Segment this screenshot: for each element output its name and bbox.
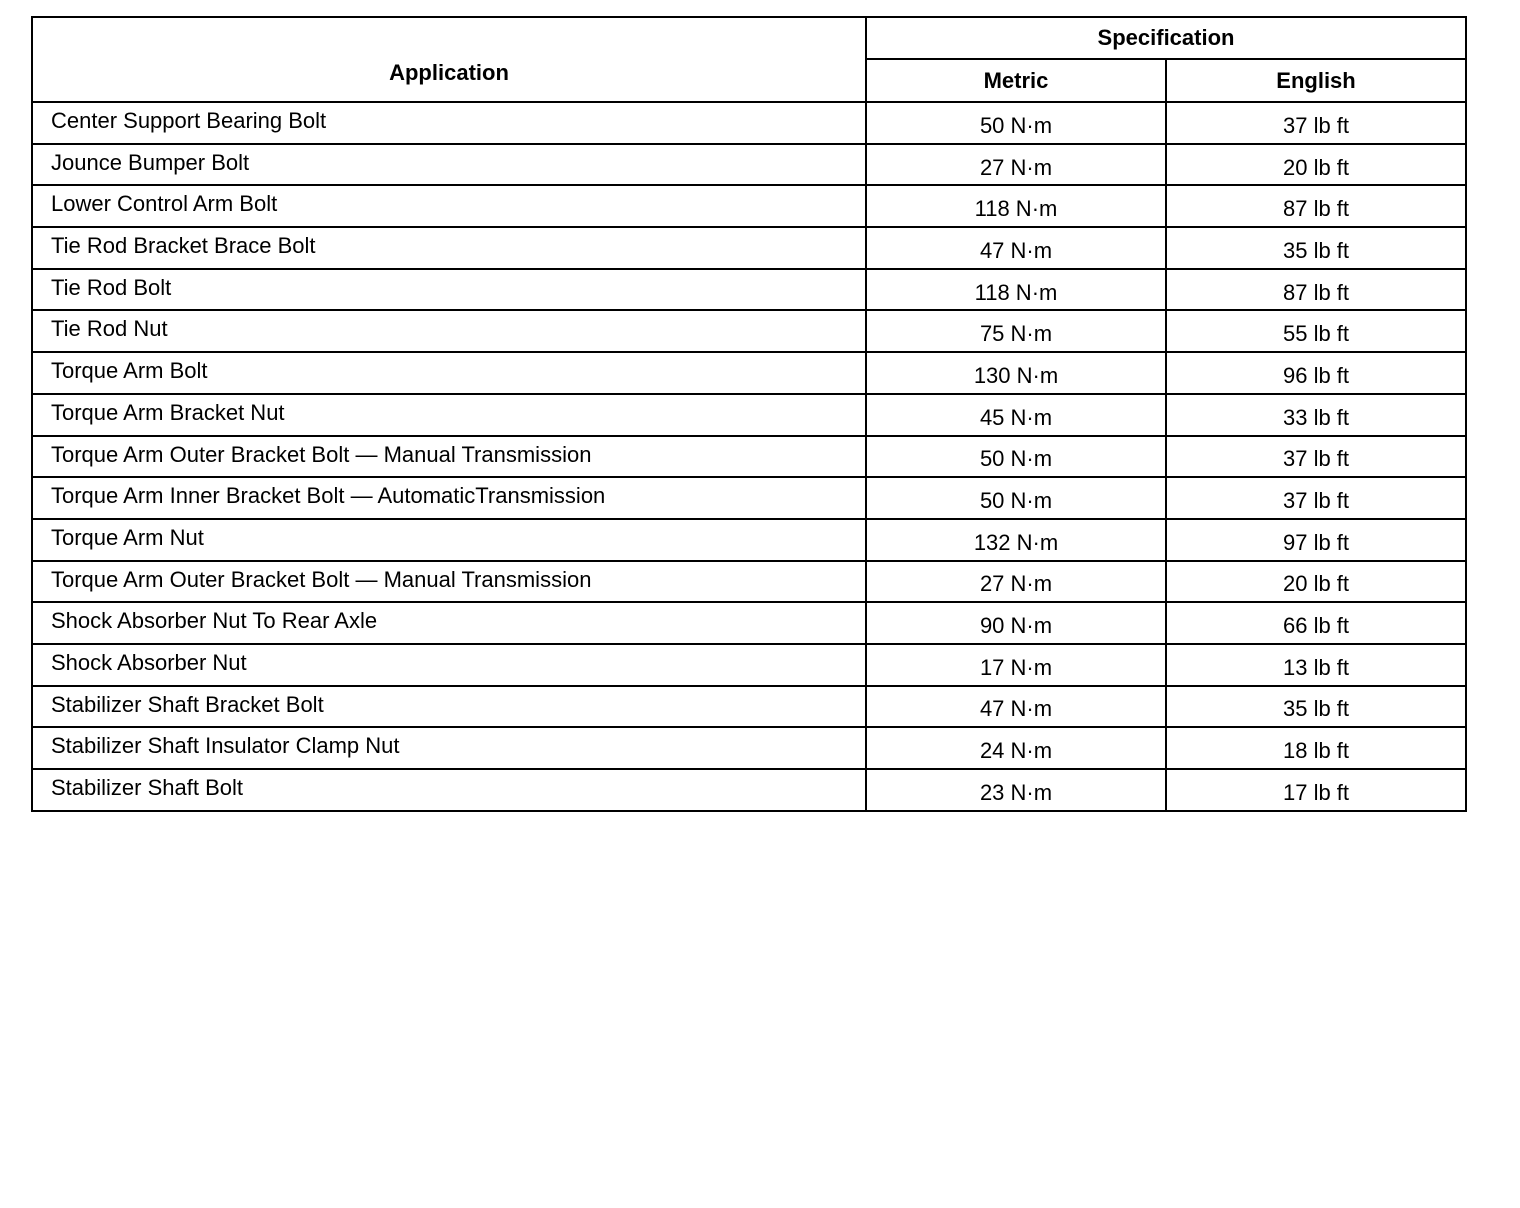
- metric-value-cell: 50 N·m: [866, 477, 1166, 519]
- table-row: [32, 436, 1466, 478]
- application-cell: Torque Arm Outer Bracket Bolt — Manual Transmission: [32, 561, 866, 603]
- table-row: [32, 602, 1466, 644]
- table-row: [32, 477, 1466, 519]
- english-value-cell: 87 lb ft: [1166, 269, 1466, 311]
- english-value-cell: 37 lb ft: [1166, 436, 1466, 478]
- english-value-cell: 20 lb ft: [1166, 561, 1466, 603]
- metric-value-cell: 47 N·m: [866, 227, 1166, 269]
- application-cell: Shock Absorber Nut To Rear Axle: [32, 602, 866, 644]
- metric-value-cell: 24 N·m: [866, 727, 1166, 769]
- table-row: [32, 561, 1466, 603]
- english-value-cell: 96 lb ft: [1166, 352, 1466, 394]
- application-cell: Shock Absorber Nut: [32, 644, 866, 686]
- application-cell: Tie Rod Bolt: [32, 269, 866, 311]
- metric-value-cell: 132 N·m: [866, 519, 1166, 561]
- header-application: Application: [32, 17, 866, 102]
- metric-value-cell: 27 N·m: [866, 561, 1166, 603]
- application-cell: Jounce Bumper Bolt: [32, 144, 866, 186]
- table-row: [32, 394, 1466, 436]
- table-row: [32, 686, 1466, 728]
- application-cell: Torque Arm Bracket Nut: [32, 394, 866, 436]
- table-row: [32, 269, 1466, 311]
- english-value-cell: 18 lb ft: [1166, 727, 1466, 769]
- metric-value-cell: 47 N·m: [866, 686, 1166, 728]
- header-english: English: [1166, 59, 1466, 102]
- table-row: [32, 769, 1466, 811]
- english-value-cell: 17 lb ft: [1166, 769, 1466, 811]
- english-value-cell: 20 lb ft: [1166, 144, 1466, 186]
- english-value-cell: 87 lb ft: [1166, 185, 1466, 227]
- header-row-top: [32, 17, 1466, 59]
- metric-value-cell: 27 N·m: [866, 144, 1166, 186]
- metric-value-cell: 45 N·m: [866, 394, 1166, 436]
- metric-value-cell: 118 N·m: [866, 185, 1166, 227]
- application-cell: Torque Arm Nut: [32, 519, 866, 561]
- english-value-cell: 55 lb ft: [1166, 310, 1466, 352]
- metric-value-cell: 130 N·m: [866, 352, 1166, 394]
- table-header: [32, 17, 1466, 102]
- metric-value-cell: 90 N·m: [866, 602, 1166, 644]
- application-cell: Stabilizer Shaft Bracket Bolt: [32, 686, 866, 728]
- table-row: [32, 185, 1466, 227]
- metric-value-cell: 75 N·m: [866, 310, 1166, 352]
- application-cell: Lower Control Arm Bolt: [32, 185, 866, 227]
- english-value-cell: 35 lb ft: [1166, 227, 1466, 269]
- english-value-cell: 33 lb ft: [1166, 394, 1466, 436]
- table-row: [32, 144, 1466, 186]
- english-value-cell: 66 lb ft: [1166, 602, 1466, 644]
- english-value-cell: 97 lb ft: [1166, 519, 1466, 561]
- header-metric: Metric: [866, 59, 1166, 102]
- metric-value-cell: 23 N·m: [866, 769, 1166, 811]
- table-row: [32, 352, 1466, 394]
- fastener-spec-table: [31, 16, 1467, 812]
- header-specification: Specification: [866, 17, 1466, 59]
- application-cell: Torque Arm Outer Bracket Bolt — Manual Transmission: [32, 436, 866, 478]
- application-cell: Stabilizer Shaft Insulator Clamp Nut: [32, 727, 866, 769]
- table-row: [32, 644, 1466, 686]
- table-row: [32, 227, 1466, 269]
- table-body: [32, 102, 1466, 811]
- metric-value-cell: 118 N·m: [866, 269, 1166, 311]
- table-row: [32, 519, 1466, 561]
- english-value-cell: 13 lb ft: [1166, 644, 1466, 686]
- application-cell: Tie Rod Nut: [32, 310, 866, 352]
- table-row: [32, 727, 1466, 769]
- table-row: [32, 102, 1466, 144]
- application-cell: Torque Arm Inner Bracket Bolt — AutomaticTransmission: [32, 477, 866, 519]
- application-cell: Center Support Bearing Bolt: [32, 102, 866, 144]
- metric-value-cell: 50 N·m: [866, 436, 1166, 478]
- english-value-cell: 37 lb ft: [1166, 477, 1466, 519]
- english-value-cell: 37 lb ft: [1166, 102, 1466, 144]
- metric-value-cell: 50 N·m: [866, 102, 1166, 144]
- application-cell: Tie Rod Bracket Brace Bolt: [32, 227, 866, 269]
- english-value-cell: 35 lb ft: [1166, 686, 1466, 728]
- metric-value-cell: 17 N·m: [866, 644, 1166, 686]
- application-cell: Torque Arm Bolt: [32, 352, 866, 394]
- application-cell: Stabilizer Shaft Bolt: [32, 769, 866, 811]
- table-row: [32, 310, 1466, 352]
